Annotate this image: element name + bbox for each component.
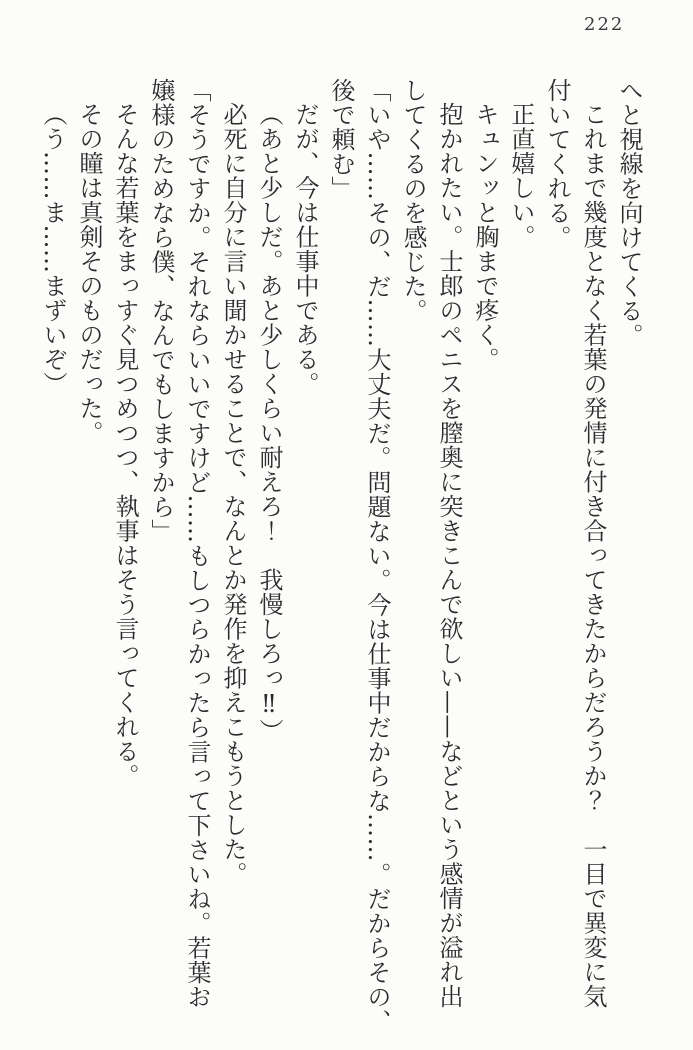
text-line: だが、今は仕事中である。: [291, 102, 319, 396]
text-line: 正直嬉しい。: [507, 102, 535, 249]
text-line: 抱かれたい。士郎のペニスを膣奥に突きこんで欲しい——などという感情が溢れ出: [435, 102, 463, 1009]
text-line: 「いや……その、だ……大丈夫だ。問題ない。今は仕事中だからな……。だからその、: [363, 78, 391, 1034]
text-line: 付いてくれる。: [543, 78, 571, 250]
text-line: その瞳は真剣そのものだった。: [75, 102, 103, 445]
text-line: キュンッと胸まで疼く。: [471, 102, 499, 372]
text-line: 嬢様のためなら僕、なんでもしますから」: [147, 78, 175, 544]
text-line: （う……ま……まずいぞ）: [39, 102, 67, 396]
text-line: そんな若葉をまっすぐ見つめつつ、執事はそう言ってくれる。: [111, 102, 139, 788]
text-line: 「そうですか。それならいいですけど……もしつらかったら言って下さいね。若葉お: [183, 78, 211, 1009]
text-body: [35, 78, 647, 1034]
page-number: 222: [584, 14, 625, 35]
text-line: へと視線を向けてくる。: [615, 78, 643, 348]
text-line: 後で頼む」: [327, 78, 355, 201]
text-line: これまで幾度となく若葉の発情に付き合ってきたからだろうか？ 一目で異変に気: [579, 102, 607, 1009]
text-line: してくるのを感じた。: [399, 78, 427, 323]
text-line: 必死に自分に言い聞かせることで、なんとか発作を抑えこもうとした。: [219, 102, 247, 886]
text-line: （あと少しだ。あと少しくらい耐えろ！ 我慢しろっ‼）: [255, 102, 283, 743]
